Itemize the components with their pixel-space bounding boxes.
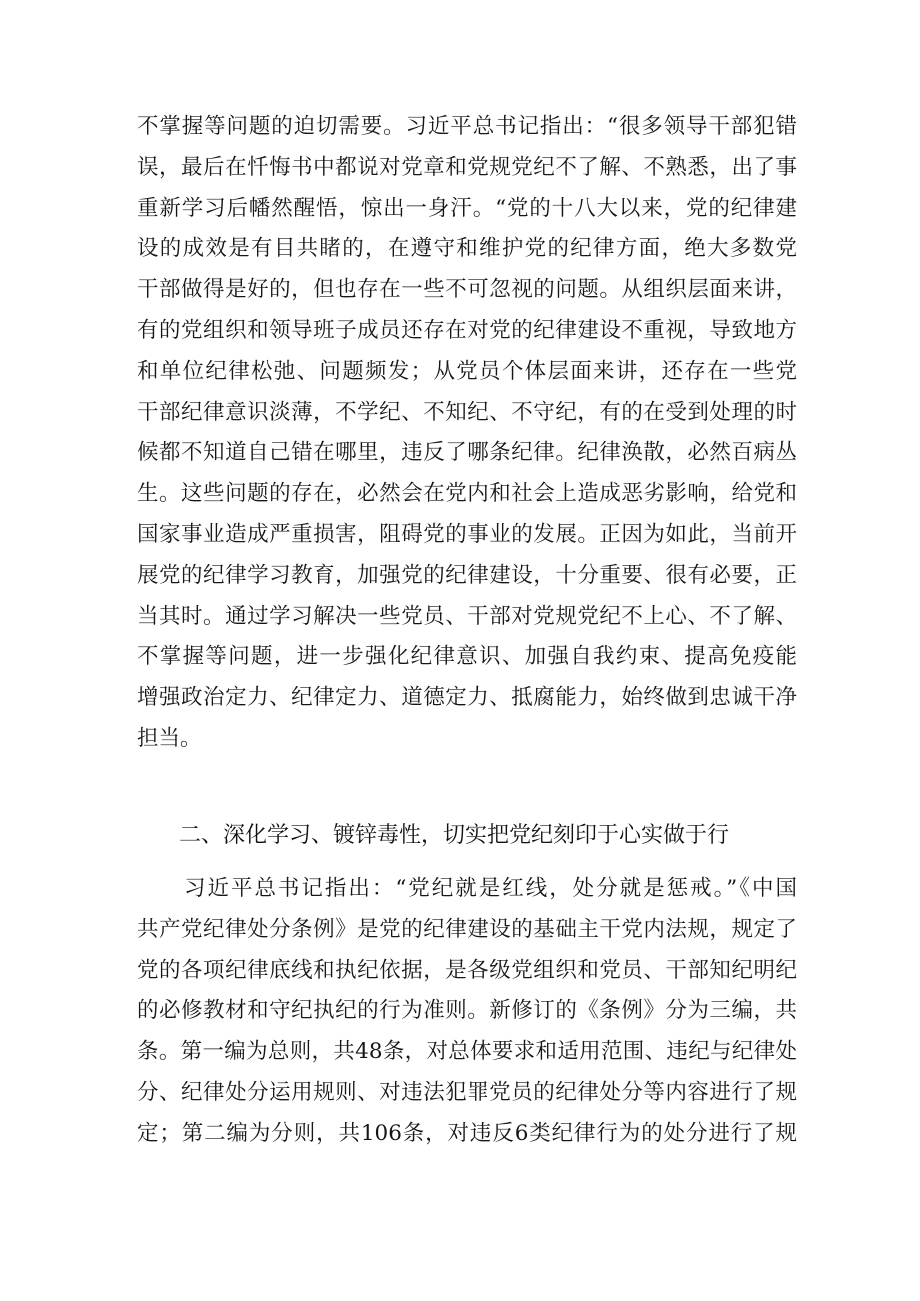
text-line: 增强政治定力、纪律定力、道德定力、抵腐能力，始终做到忠诚干净 bbox=[137, 685, 797, 710]
text-line: 干部纪律意识淡薄，不学纪、不知纪、不守纪，有的在受到处理的时 bbox=[137, 400, 797, 425]
text-line: 当其时。通过学习解决一些党员、干部对党规党纪不上心、不了解、 bbox=[137, 604, 797, 629]
text-line: 重新学习后幡然醒悟，惊出一身汗。“党的十八大以来，党的纪律建 bbox=[137, 196, 797, 221]
text-line: 国家事业造成严重损害，阻碍党的事业的发展。正因为如此，当前开 bbox=[137, 522, 797, 547]
text-line: 误，最后在忏悔书中都说对党章和党规党纪不了解、不熟悉，出了事 bbox=[137, 155, 797, 180]
text-line: 共产党纪律处分条例》是党的纪律建设的基础主干党内法规，规定了 bbox=[137, 917, 797, 942]
text-line: 候都不知道自己错在哪里，违反了哪条纪律。纪律涣散，必然百病丛 bbox=[137, 440, 797, 465]
text-line: 的必修教材和守纪执纪的行为准则。新修订的《条例》分为三编，共 bbox=[137, 998, 797, 1023]
text-line: 分、纪律处分运用规则、对违法犯罪党员的纪律处分等内容进行了规 bbox=[137, 1080, 797, 1105]
text-line: 不掌握等问题的迫切需要。习近平总书记指出：“很多领导干部犯错 bbox=[137, 114, 797, 139]
text-line: 条。第一编为总则，共48条，对总体要求和适用范围、违纪与纪律处 bbox=[137, 1039, 797, 1064]
text-line: 展党的纪律学习教育，加强党的纪律建设，十分重要、很有必要，正 bbox=[137, 563, 797, 588]
text-line: 不掌握等问题，进一步强化纪律意识、加强自我约束、提高免疫能 bbox=[137, 644, 797, 669]
text-line: 和单位纪律松弛、问题频发；从党员个体层面来讲，还存在一些党 bbox=[137, 359, 797, 384]
text-line: 有的党组织和领导班子成员还存在对党的纪律建设不重视，导致地方 bbox=[137, 318, 797, 343]
text-line: 定；第二编为分则，共106条，对违反6类纪律行为的处分进行了规 bbox=[137, 1121, 797, 1146]
text-line-first: 习近平总书记指出：“党纪就是红线，处分就是惩戒。”《中国 bbox=[184, 876, 797, 901]
text-line: 生。这些问题的存在，必然会在党内和社会上造成恶劣影响，给党和 bbox=[137, 481, 797, 506]
text-line-last: 担当。 bbox=[137, 726, 202, 751]
text-line: 党的各项纪律底线和执纪依据，是各级党组织和党员、干部知纪明纪 bbox=[137, 958, 797, 983]
section-heading: 二、深化学习、镀锌毒性，切实把党纪刻印于心实做于行 bbox=[179, 823, 730, 848]
text-line: 干部做得是好的，但也存在一些不可忽视的问题。从组织层面来讲， bbox=[137, 277, 797, 302]
text-line: 设的成效是有目共睹的，在遵守和维护党的纪律方面，绝大多数党 bbox=[137, 236, 797, 261]
